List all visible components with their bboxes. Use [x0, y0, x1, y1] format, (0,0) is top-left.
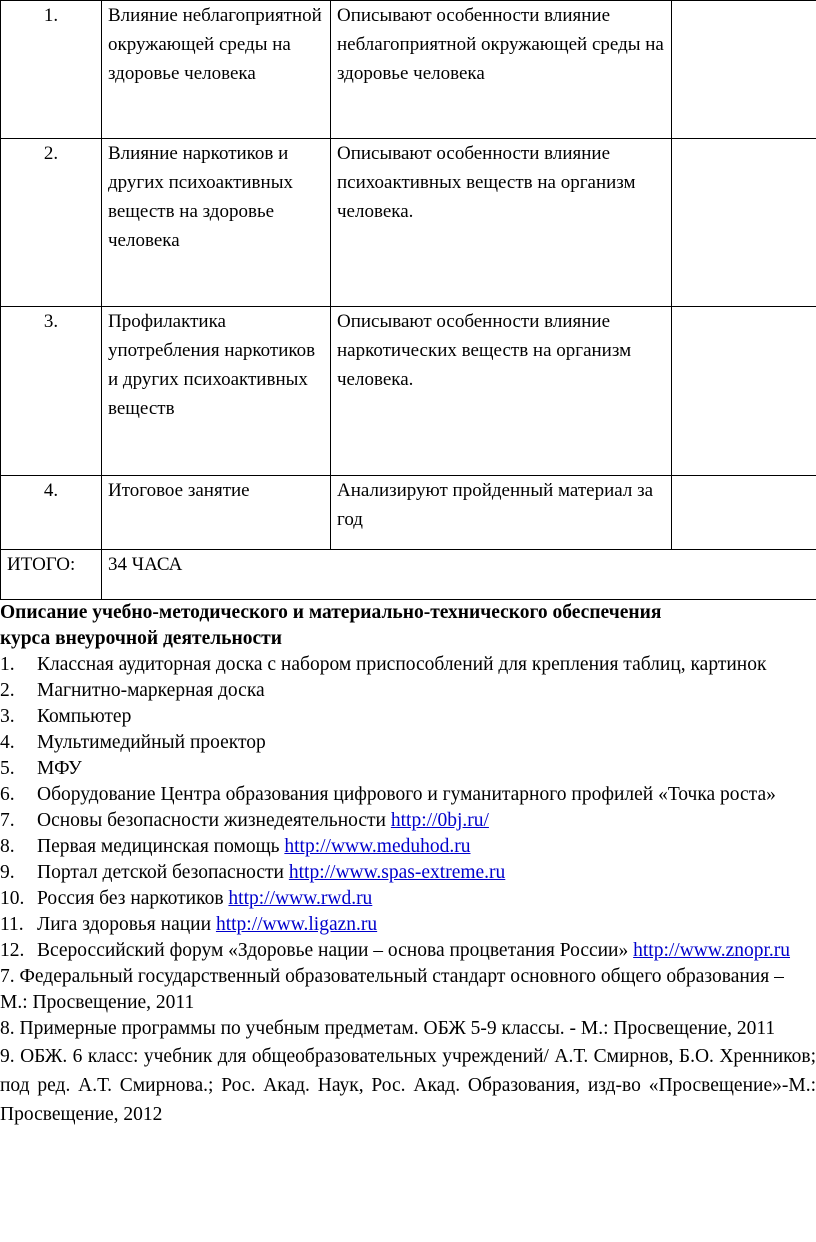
item-number: 9. — [0, 862, 15, 883]
equipment-description — [0, 600, 816, 1129]
row-activity: Описывают особенности влияние наркотических веществ на организм человека. — [331, 307, 672, 476]
item-number: 1. — [0, 654, 15, 675]
item-number: 10. — [0, 888, 25, 909]
list-item — [0, 808, 816, 834]
resource-link[interactable]: http://www.spas-extreme.ru — [288, 862, 506, 883]
list-item — [0, 652, 816, 678]
heading-line-2: курса внеурочной деятельности — [0, 628, 282, 649]
reference-item: 7. Федеральный государственный образовательный стандарт основного общего образования – М.: Просвещение, 2011 — [0, 966, 784, 1013]
item-text: Мультимедийный проектор — [37, 732, 266, 753]
row-extra — [672, 139, 816, 307]
reference-item: 8. Примерные программы по учебным предметам. ОБЖ 5-9 классы. - М.: Просвещение, 2011 — [0, 1018, 776, 1039]
resource-link[interactable]: http://www.ligazn.ru — [215, 914, 378, 935]
row-number: 3. — [1, 307, 102, 476]
item-number: 12. — [0, 940, 25, 961]
heading-line-1: Описание учебно-методического и материально-технического обеспечения — [0, 602, 662, 623]
row-topic: Итоговое занятие — [102, 476, 331, 550]
list-item — [0, 782, 816, 808]
item-text: Россия без наркотиков — [37, 888, 229, 909]
item-number: 7. — [0, 810, 15, 831]
row-activity: Описывают особенности влияние неблагоприятной окружающей среды на здоровье человека — [331, 1, 672, 139]
row-number: 1. — [1, 1, 102, 139]
row-activity: Описывают особенности влияние психоактивных веществ на организм человека. — [331, 139, 672, 307]
item-number: 5. — [0, 758, 15, 779]
list-item — [0, 938, 816, 964]
resource-link[interactable]: http://0bj.ru/ — [390, 810, 489, 831]
row-topic: Влияние неблагоприятной окружающей среды на здоровье человека — [102, 1, 331, 139]
item-text: Лига здоровья нации — [37, 914, 216, 935]
list-item — [0, 886, 816, 912]
item-text: Первая медицинская помощь — [37, 836, 285, 857]
total-label: ИТОГО: — [1, 550, 102, 600]
row-number: 2. — [1, 139, 102, 307]
reference-item: 9. ОБЖ. 6 класс: учебник для общеобразовательных учреждений/ А.Т. Смирнов, Б.О. Хренников; под ред. А.Т. Смирнова.; Рос. Акад. Наук, Рос. Акад. Образования, изд-во «Просвещение»-М.: Просвещение, 2012 — [0, 1046, 816, 1125]
total-row — [1, 550, 816, 600]
item-text: Всероссийский форум «Здоровье нации – основа процветания России» — [37, 940, 634, 961]
list-item — [0, 756, 816, 782]
item-text: Портал детской безопасности — [37, 862, 289, 883]
list-item — [0, 912, 816, 938]
resource-link[interactable]: http://www.rwd.ru — [228, 888, 373, 909]
section-heading — [0, 600, 816, 652]
row-topic: Влияние наркотиков и других психоактивных веществ на здоровье человека — [102, 139, 331, 307]
item-number: 4. — [0, 732, 15, 753]
resource-link[interactable]: http://www.meduhod.ru — [284, 836, 471, 857]
row-extra — [672, 1, 816, 139]
table-row — [1, 139, 816, 307]
list-item — [0, 704, 816, 730]
item-number: 2. — [0, 680, 15, 701]
item-text: МФУ — [37, 758, 82, 779]
list-item — [0, 860, 816, 886]
row-extra — [672, 476, 816, 550]
table-row — [1, 307, 816, 476]
item-text: Классная аудиторная доска с набором приспособлений для крепления таблиц, картинок — [37, 654, 767, 675]
row-topic: Профилактика употребления наркотиков и других психоактивных веществ — [102, 307, 331, 476]
item-text: Основы безопасности жизнедеятельности — [37, 810, 391, 831]
row-extra — [672, 307, 816, 476]
list-item — [0, 834, 816, 860]
item-text: Оборудование Центра образования цифрового и гуманитарного профилей «Точка роста» — [37, 784, 776, 805]
resource-link[interactable]: http://www.znopr.ru — [633, 940, 791, 961]
item-text: Магнитно-маркерная доска — [37, 680, 265, 701]
list-item — [0, 678, 816, 704]
total-value: 34 ЧАСА — [102, 550, 816, 600]
item-text: Компьютер — [37, 706, 132, 727]
item-number: 6. — [0, 784, 15, 805]
row-number: 4. — [1, 476, 102, 550]
item-number: 3. — [0, 706, 15, 727]
list-item — [0, 730, 816, 756]
lesson-plan-table — [0, 0, 816, 600]
row-activity: Анализируют пройденный материал за год — [331, 476, 672, 550]
table-row — [1, 1, 816, 139]
item-number: 8. — [0, 836, 15, 857]
item-number: 11. — [0, 914, 24, 935]
table-row — [1, 476, 816, 550]
